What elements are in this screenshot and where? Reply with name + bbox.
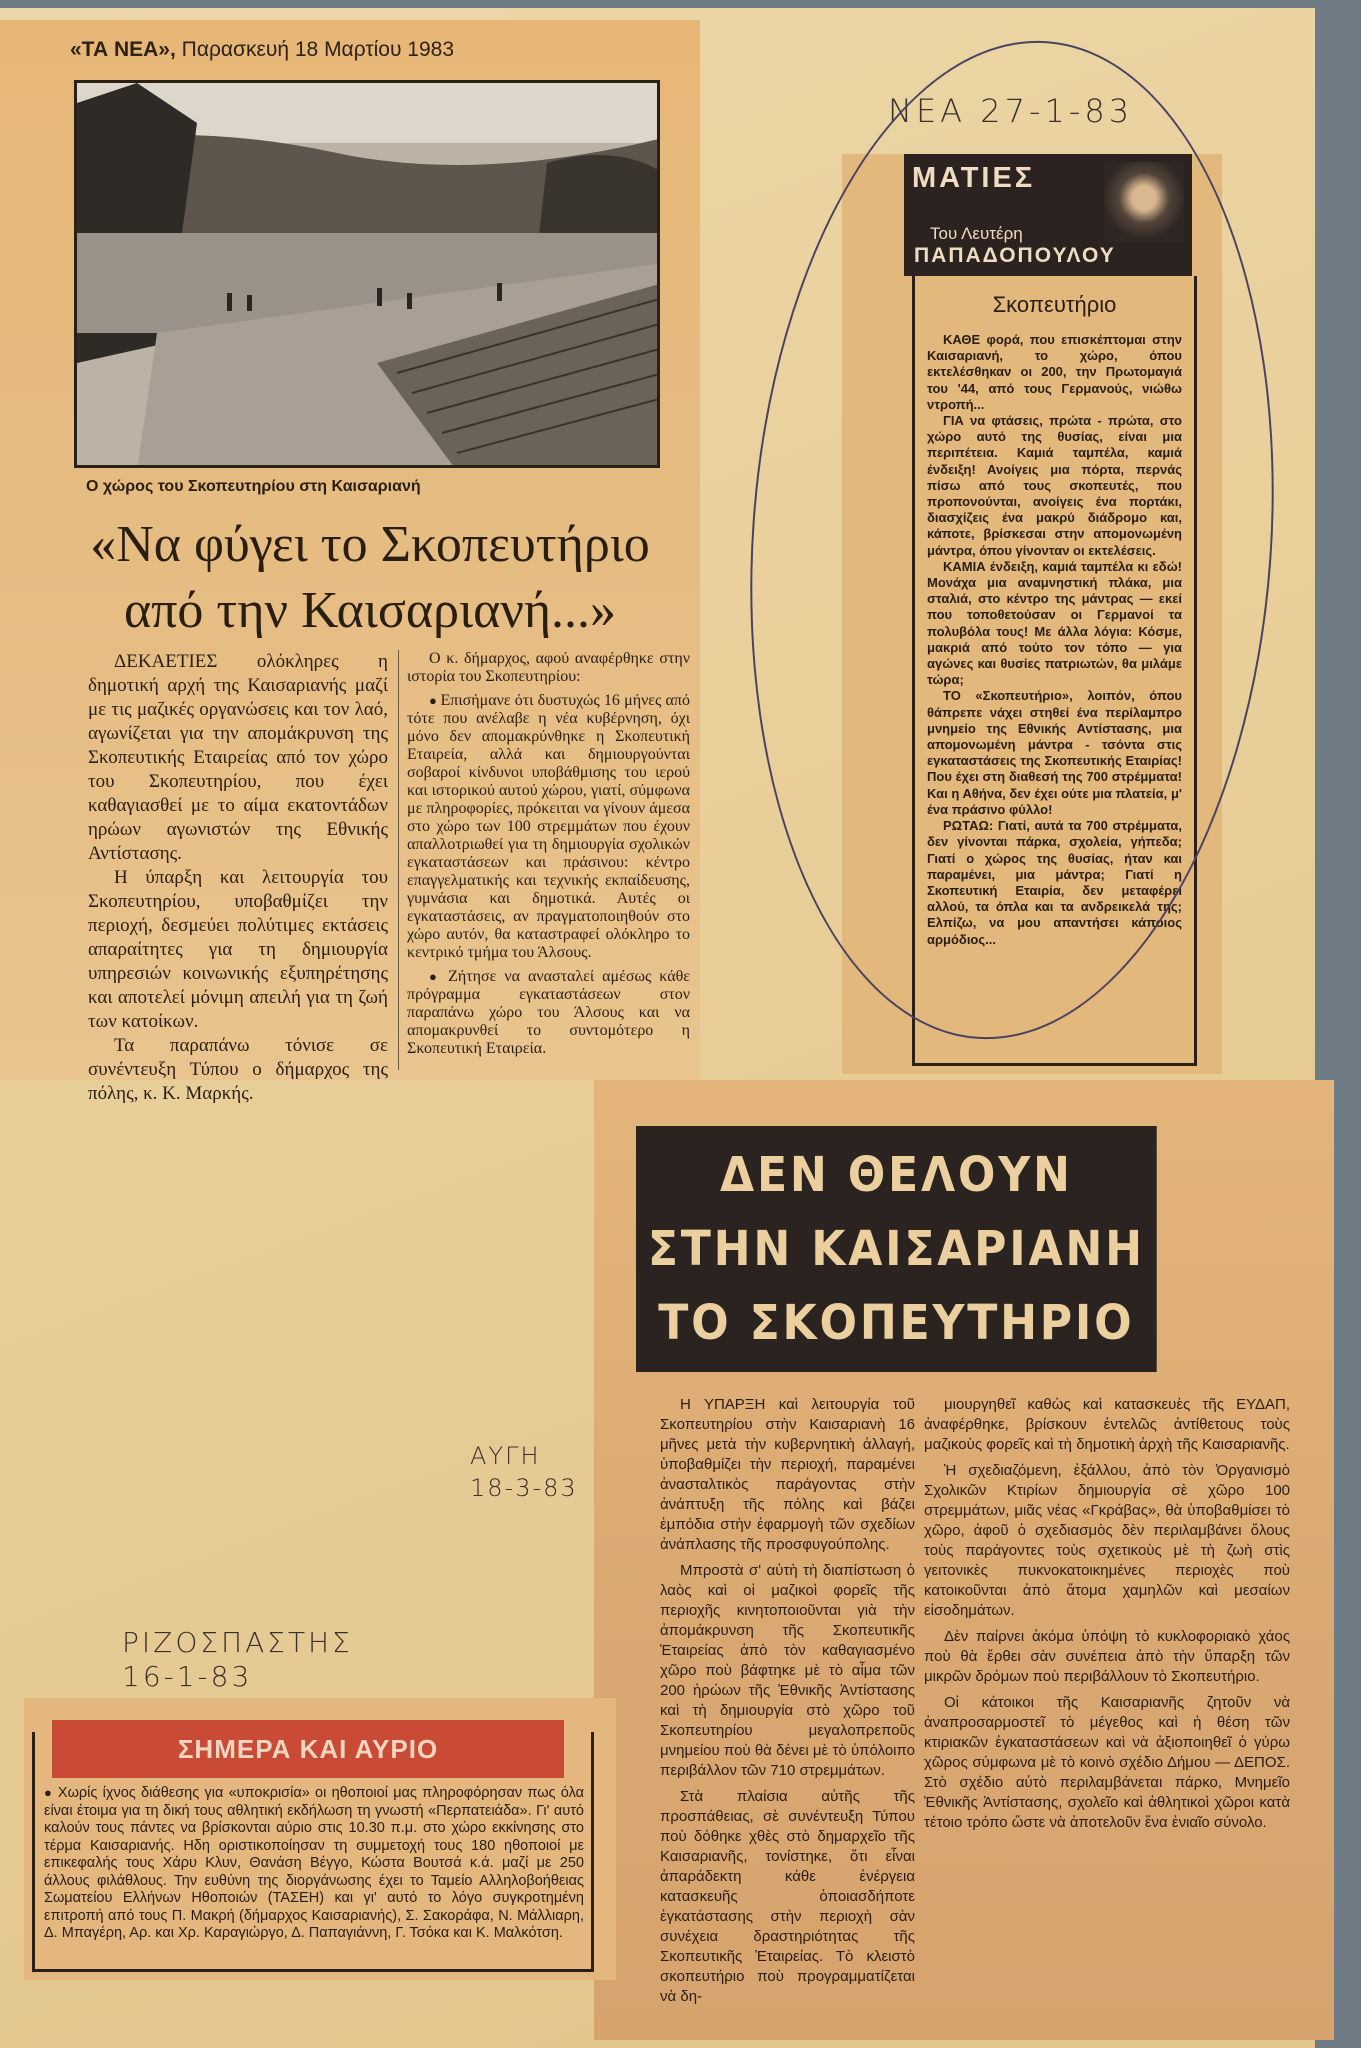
paragraph: ΓΙΑ να φτάσεις, πρώτα - πρώτα, στο χώρο αυτό της θυσίας, είναι μια περιπέτεια. Καμιά ταμπέλα, καμιά ένδειξη! Ανοίγεις μια πόρτα, περνάς πίσω από τους σκοπευτές, που προπονούνται, ανοίγεις ένα πορτάκι, διασχίζεις ένα μακρύ διάδρομο και, κάποτε, βρίσκεσαι στην απομονωμένη μάντρα, όπου γίνονταν οι εκτελέσεις. (927, 413, 1182, 558)
paragraph: Δὲν παίρνει ἀκόμα ὑπόψη τὸ κυκλοφοριακὸ χάος ποὺ θὰ ἔρθει σὰν συνέπεια ἀπὸ τὴν ὕπαρξη τῶν μικρῶν δρόμων ποὺ περιβάλλουν τὸ Σκοπευτήριο. (924, 1628, 1290, 1685)
paragraph: Στὰ πλαίσια αὐτῆς τῆς προσπάθειας, σὲ συνέντευξη Τύπου ποὺ δόθηκε χθὲς στὸ δημαρχεῖο τῆς Καισαριανῆς, τονίστηκε, ὅτι εἶναι ἀπαράδεκτη κάθε ἐνέργεια κατασκευῆς ὁποιασδήποτε ἐγκατάστασης στὴν περιοχὴ σὰν συνέχεια δραστηριότητας τῆς Σκοπευτικῆς Ἑταιρείας. Τὸ κλειστὸ σκοπευτήριο ποὺ προγραμματίζεται νὰ δη- (660, 1788, 915, 2005)
paragraph: Οἱ κάτοικοι τῆς Καισαριανῆς ζητοῦν νὰ ἀναπροσαρμοστεῖ τὸ μέγεθος καὶ ἡ θέση τῶν κτιριακῶν ἐγκαταστάσεων καὶ νὰ ἀξιοποιηθεῖ ὁ γύρω χῶρος σύμφωνα μὲ τὸ κοινὸ σχέδιο Δήμου — ΔΕΠΟΣ. Στὸ σχέδιο αὐτὸ περιλαμβάνεται πάρκο, Μνημεῖο Ἐθνικῆς Ἀντίστασης, σχολεῖο καὶ ἀθλητικοὶ χῶροι κατὰ τέτοιο τρόπο ὥστε νὰ ἀποτελοῦν ἕνα ἑνιαῖο σύνολο. (924, 1694, 1290, 1831)
clipping-avgi (594, 1080, 1334, 2040)
handwritten-note-rizospastis (122, 1626, 353, 1694)
paragraph: ΡΩΤΑΩ: Γιατί, αυτά τα 700 στρέμματα, δεν γίνονται πάρκα, σχολεία, γήπεδα; Γιατί ο χώρος της θυσίας, ήταν και παραμένει, μια μάντρα; Γιατί η Σκοπευτική Εταιρία, δεν μεταφέρει αλλού, τα όπλα και τα ανδρεικελά της; Ελπίζω, να μου απαντήσει κάποιος αρμόδιος... (927, 818, 1182, 947)
headline-line: από την Καισαριανή...» (123, 582, 617, 639)
article-column-right (398, 650, 690, 1070)
clipping-ta-nea (0, 20, 700, 1104)
paragraph: Μπροστὰ σ' αὐτὴ τὴ διαπίστωση ὁ λαὸς καὶ οἱ μαζικοὶ φορεῖς τῆς περιοχῆς κινητοποιοῦνται γιὰ τὴν ἀπομάκρυνση τῆς Σκοπευτικῆς Ἑταιρείας ἀπὸ τὸν καθαγιασμένο χῶρο ποὺ βάφτηκε μὲ τὸ αἷμα τῶν 200 ἡρώων τῆς Ἐθνικῆς Ἀντίστασης καὶ τὴ δημιουργία στὸ χῶρο τοῦ Σκοπευτηρίου μεγαλοπρεποῦς μνημείου ποὺ θὰ δένει μὲ τὸ ὑπόλοιπο περιβάλλον τῶν 710 στρεμμάτων. (660, 1562, 915, 1779)
paragraph: Η ΥΠΑΡΞΗ καὶ λειτουργία τοῦ Σκοπευτηρίου στὴν Καισαριανὴ 16 μῆνες μετὰ τὴν κυβερνητικὴ ἀλλαγή, ὑποβαθμίζει τὴν περιοχή, παραμένει ἀνασταλτικὸς παράγοντας στὴν ἀνάπτυξη τῆς πόλης καὶ βάζει ἐμπόδια στὴν ἐφαρμογὴ τῶν σχεδίων ἀνάπλασης τῆς προσφυγούπολης. (660, 1396, 915, 1553)
paragraph: Χωρίς ίχνος διάθεσης για «υποκρισία» οι ηθοποιοί μας πληροφόρησαν πως όλα είναι έτοιμα για τη δική τους αθλητική εκδήλωση τη γνωστή «Περπατειάδα». Γι' αυτό καλούν τους πάντες να βρίσκονται αύριο στις 10.30 π.μ. στο χώρο εκκίνησης στο τέρμα Καισαριανής. Ηδη οριστικοποίησαν τη συμμετοχή τους 180 ηθοποιοί με επικεφαλής τους Χάρυ Κλυν, Θανάση Βέγγο, Κώστα Βουτσά κ.ά. μαζί με 250 άλλους φιλάθλους. Την ευθύνη της διοργάνωσης έχει το Ταμείο Αλληλοβοήθειας Σωματείου Ελλήνων Ηθοποιών (ΤΑΣΕΗ) και γι' αυτό το λόγο συγκροτημένη επιτροπή από τους Π. Μακρή (δήμαρχος Καισαριανής), Σ. Σακοράφα, Ν. Μάλλιαρη, Δ. Μπαγέρη, Αρ. και Χρ. Καραγιώργο, Δ. Παπαγιάννη, Γ. Τσόκα και Κ. Μαλκότση. (44, 1785, 584, 1941)
note-line: ΑΥΓΗ (470, 1442, 541, 1470)
headline-line: ΤΟ ΣΚΟΠΕΥΤΗΡΙΟ (658, 1295, 1135, 1351)
byline: Του Λευτέρη (930, 224, 1023, 243)
headline-line: ΣΤΗΝ ΚΑΙΣΑΡΙΑΝΗ (647, 1221, 1145, 1277)
news-item (44, 1784, 584, 1943)
paragraph: μιουργηθεῖ καθὼς καὶ κατασκευὲς τῆς ΕΥΔΑΠ, ἀναφέρθηκε, βρίσκουν ἐντελῶς ἀντίθετους τοὺς μαζικοὺς φορεῖς καὶ τὴ δημοτικὴ ἀρχὴ τῆς Καισαριανῆς. (924, 1396, 1290, 1453)
dateline (70, 38, 454, 62)
newspaper-name: «ΤΑ ΝΕΑ», (70, 38, 176, 61)
note-line: 18-3-83 (470, 1474, 578, 1502)
headline-line: ΔΕΝ ΘΕΛΟΥΝ (720, 1147, 1073, 1203)
headline-line: «Να φύγει το Σκοπευτήριο (90, 516, 650, 573)
note-line: ΡΙΖΟΣΠΑΣΤΗΣ (122, 1626, 353, 1659)
note-line: 16-1-83 (122, 1660, 253, 1693)
article-column-left (88, 650, 388, 1106)
paragraph: ΔΕΚΑΕΤΙΕΣ ολόκληρες η δημοτική αρχή της Καισαριανής μαζί με τις μαζικές οργανώσεις και τον λαό, αγωνίζεται για την απομάκρυνση της Σκοπευτικής Εταιρείας από τον χώρο του Σκοπευτηρίου, που έχει καθαγιασθεί με το αίμα εκατοντάδων ηρώων αγωνιστών της Εθνικής Αντίστασης. (88, 651, 388, 864)
publication-date: Παρασκευή 18 Μαρτίου 1983 (181, 38, 455, 61)
handwritten-date-note: ΝΕΑ 27-1-83 (888, 92, 1134, 130)
shooting-range-photo (74, 80, 660, 468)
paragraph: Ἡ σχεδιαζόμενη, ἐξάλλου, ἀπὸ τὸν Ὀργανισμὸ Σχολικῶν Κτιρίων δημιουργία σὲ χῶρο 100 στρεμμάτων, μιᾶς νέας «Γκράβας», θὰ ὑποβαθμίσει τὸ χῶρο, ἀφοῦ ὁ σχεδιασμὸς δὲν περιλαμβάνει ὅλους τοὺς παράγοντες τοὺς σχετικοὺς μὲ τὴ ζωὴ στὶς γειτονικὲς πυκνοκατοικημένες περιοχὲς ποὺ κατοικοῦνται ἀπὸ ἄτομα χαμηλῶν καὶ μεσαίων εἰσοδημάτων. (924, 1462, 1290, 1619)
bullet-paragraph: ● Επισήμανε ότι δυστυχώς 16 μήνες από τότε που ανέλαβε η νέα κυβέρνηση, όχι μόνο δεν απομακρύνθηκε η Σκοπευτική Εταιρεία, αλλά και δημιουργούνται σοβαροί κίνδυνοι υποβάθμισης του ιερού και ιστορικού αυτού χώρου, γιατί, σύμφωνα με πληροφορίες, πρόκειται να γίνουν άμεσα στο χώρο των 100 στρεμμάτων που έχουν απαλλοτριωθεί για τη δημιουργία σχολικών εγκαταστάσεων και πράσινου: κέντρο επαγγελματικής και τεχνικής εκπαίδευσης, γυμνάσια και δημοτικά. Αυτές οι εγκαταστάσεις, αν πραγματοποιηθούν στο χώρο αυτόν, θα καταστραφεί ολόκληρο το κεντρικό τμήμα του Άλσους. (407, 692, 690, 962)
paragraph: Ο κ. δήμαρχος, αφού αναφέρθηκε στην ιστορία του Σκοπευτηρίου: (407, 650, 690, 685)
paragraph: Η ύπαρξη και λειτουργία του Σκοπευτηρίου, υποβαθμίζει την περιοχή, δεσμεύει πολύτιμες εκτάσεις απαραίτητες για τη δημιουργία υπηρεσιών κοινωνικής εξυπηρέτησης και αποτελεί μόνιμη απειλή για τη ζωή των κατοίκων. (88, 867, 388, 1032)
author-name: ΠΑΠΑΔΟΠΟΥΛΟΥ (914, 244, 1116, 267)
clipping-rizospastis (24, 1698, 616, 1980)
bullet-paragraph: ● Ζήτησε να ανασταλεί αμέσως κάθε πρόγραμμα εγκαταστάσεων στον παραπάνω χώρο του Άλσους και να απομακρυνθεί το συντομότερο η Σκοπευτική Εταιρεία. (407, 968, 690, 1058)
article-headline (60, 512, 680, 644)
article-headline-box (636, 1126, 1157, 1372)
paragraph: ΤΟ «Σκοπευτήριο», λοιπόν, όπου θάπρεπε νάχει στηθεί ένα περίλαμπρο μνημείο της Εθνικής Αντίστασης, μια απομονωμένη μάντρα - τσόντα στις εγκαταστάσεις της Σκοπευτικής Εταιρίας! Που έχει στη διαθεσή της 700 στρέμματα! Και η Αθήνα, δεν έχει ούτε μια πλατεία, μ' ένα πράσινο φύλλο! (927, 688, 1182, 817)
paragraph: ΚΑΜΙΑ ένδειξη, καμιά ταμπέλα κι εδώ! Μονάχα μια αναμνηστική πλάκα, μια σταλιά, στο κέντρο της μάντρας — εκεί που τοποθετούσαν οι Γερμανοί τα πολυβόλα τους! Με άλλα λόγια: Κόσμε, μακριά από τούτο τον τόπο — για αγώνες και θυσίες πατριωτών, θα μιλάμε τώρα; (927, 558, 1182, 688)
section-title: ΣΗΜΕΡΑ ΚΑΙ ΑΥΡΙΟ (52, 1720, 564, 1778)
handwritten-note-avgi (470, 1440, 578, 1504)
column-title: ΜΑΤΙΕΣ (912, 162, 1036, 194)
article-column-left (660, 1395, 915, 2013)
paragraph: ΚΑΘΕ φορά, που επισκέπτομαι στην Καισαριανή, το χώρο, όπου εκτελέσθηκαν οι 200, την Πρωτομαγιά του '44, από τους Γερμανούς, νιώθω ντροπή... (927, 332, 1182, 412)
article-column-right (924, 1395, 1290, 1839)
paragraph: Τα παραπάνω τόνισε σε συνέντευξη Τύπου ο δήμαρχος της πόλης, κ. Κ. Μαρκής. (88, 1035, 388, 1104)
column-headline: Σκοπευτήριο (992, 292, 1117, 317)
photo-caption: Ο χώρος του Σκοπευτηρίου στη Καισαριανή (86, 478, 421, 495)
